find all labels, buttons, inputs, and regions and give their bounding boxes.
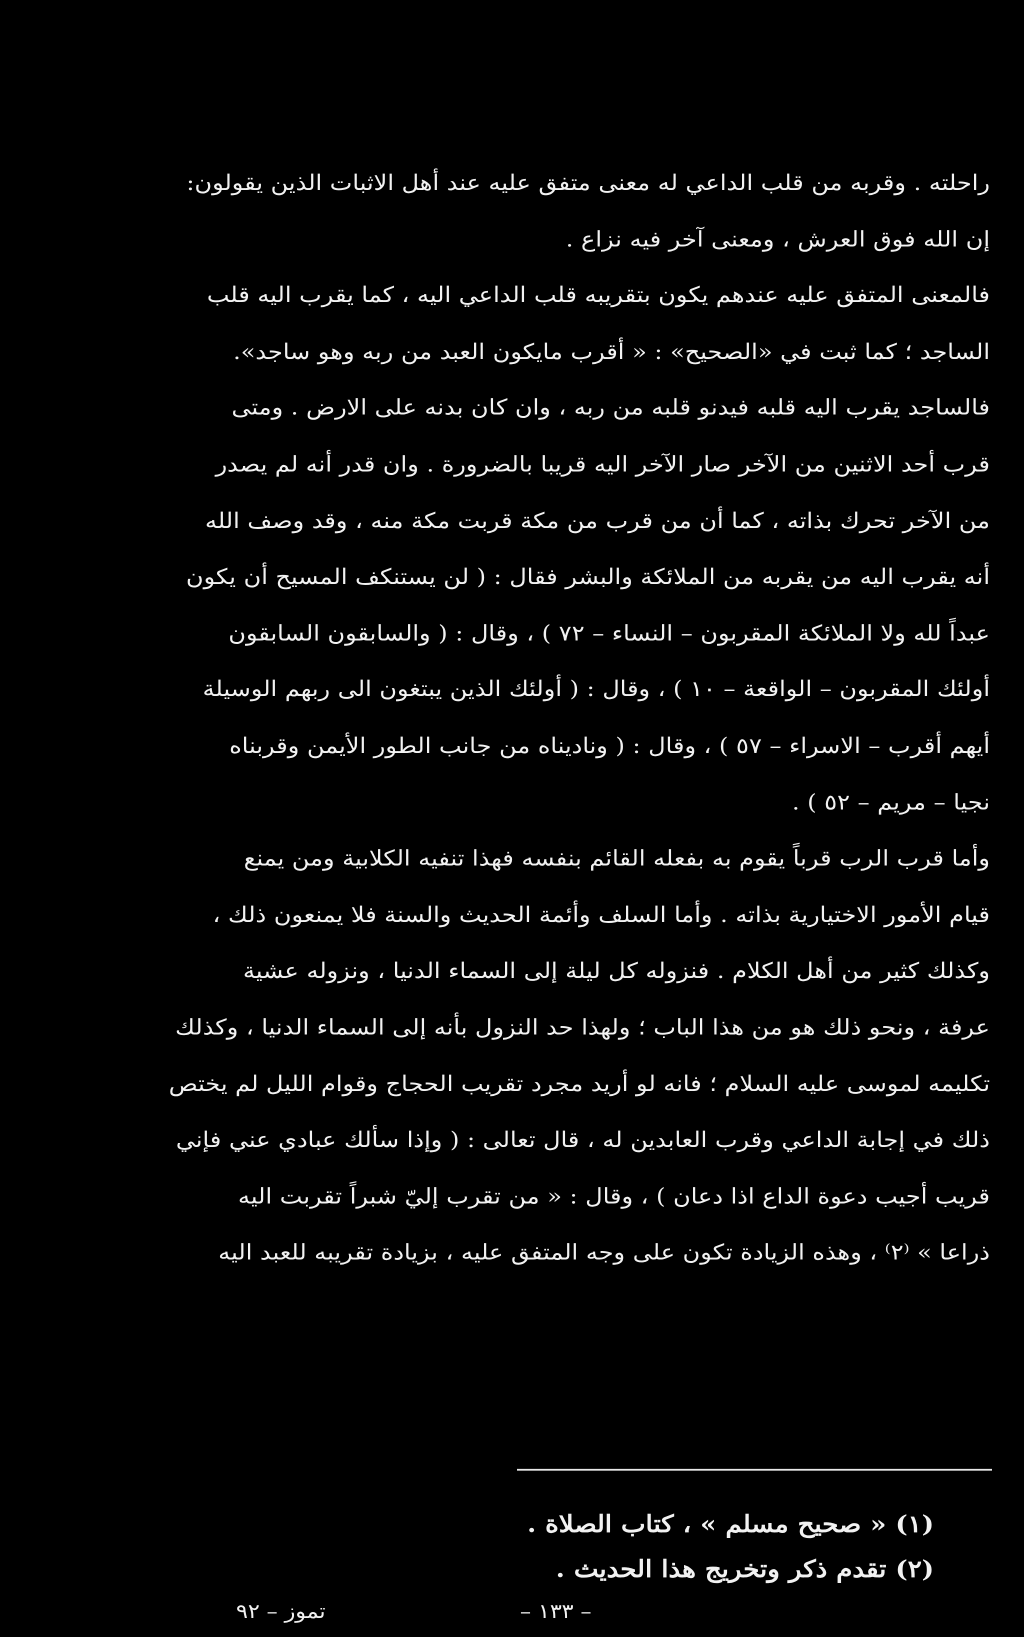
body-line: فالساجد يقرب اليه قلبه فيدنو قلبه من ربه ، وان كان بدنه على الارض . ومتى [231, 395, 990, 421]
issue-date: تموز – ٩٢ [236, 1601, 326, 1624]
body-line: أنه يقرب اليه من يقربه من الملائكة والبشر فقال : ( لن يستنكف المسيح أن يكون [185, 564, 990, 590]
footnote-2: (٢) تقدم ذكر وتخريج هذا الحديث . [555, 1556, 934, 1584]
body-line: وأما قرب الرب قرباً يقوم به بفعله القائم بنفسه فهذا تنفيه الكلابية ومن يمنع [243, 845, 990, 871]
footnotes [454, 1502, 934, 1592]
body-line: أولئك المقربون – الواقعة – ١٠ ) ، وقال : ( أولئك الذين يبتغون الى ربهم الوسيلة [202, 676, 990, 702]
body-line: الساجد ؛ كما ثبت في «الصحيح» : « أقرب مايكون العبد من ربه وهو ساجد». [233, 338, 990, 365]
body-line: ذراعا » ⁽٢⁾ ، وهذه الزيادة تكون على وجه المتفق عليه ، بزيادة تقريبه للعبد اليه [218, 1239, 990, 1265]
body-text [150, 155, 990, 1281]
body-line: إن الله فوق العرش ، ومعنى آخر فيه نزاع . [565, 226, 990, 252]
body-line: فالمعنى المتفق عليه عندهم يكون بتقريبه قلب الداعي اليه ، كما يقرب اليه قلب [206, 282, 990, 308]
body-line: راحلته . وقربه من قلب الداعي له معنى متفق عليه عند أهل الاثبات الذين يقولون: [186, 170, 990, 196]
body-line: قرب أحد الاثنين من الآخر صار الآخر اليه قريبا بالضرورة . وان قدر أنه لم يصدر [215, 451, 990, 477]
body-line: عبداً لله ولا الملائكة المقربون – النساء – ٧٢ ) ، وقال : ( والسابقون السابقون [228, 620, 990, 646]
body-line: عرفة ، ونحو ذلك هو من هذا الباب ؛ ولهذا حد النزول بأنه إلى السماء الدنيا ، وكذلك [175, 1014, 990, 1040]
footnote-divider [517, 1469, 992, 1471]
body-line: أيهم أقرب – الاسراء – ٥٧ ) ، وقال : ( وناديناه من جانب الطور الأيمن وقربناه [229, 733, 990, 759]
footnote-1: (١) « صحيح مسلم » ، كتاب الصلاة . [527, 1511, 934, 1539]
body-line: قيام الأمور الاختيارية بذاته . وأما السلف وأئمة الحديث والسنة فلا يمنعون ذلك ، [212, 901, 990, 928]
body-line: من الآخر تحرك بذاته ، كما أن من قرب من مكة قربت مكة منه ، وقد وصف الله [204, 507, 990, 534]
page-number: – ١٣٣ – [520, 1601, 592, 1624]
body-line: ذلك في إجابة الداعي وقرب العابدين له ، قال تعالى : ( وإذا سألك عبادي عني فإني [175, 1127, 990, 1153]
body-line: قريب أجيب دعوة الداع اذا دعان ) ، وقال : « من تقرب إليّ شبراً تقربت اليه [238, 1183, 990, 1209]
body-line: نجيا – مريم – ٥٢ ) . [791, 789, 990, 815]
page-footer [0, 1601, 1024, 1637]
body-line: تكليمه لموسى عليه السلام ؛ فانه لو أريد مجرد تقريب الحجاج وقوام الليل لم يختص [168, 1070, 990, 1097]
body-line: وكذلك كثير من أهل الكلام . فنزوله كل ليلة إلى السماء الدنيا ، ونزوله عشية [243, 958, 990, 984]
